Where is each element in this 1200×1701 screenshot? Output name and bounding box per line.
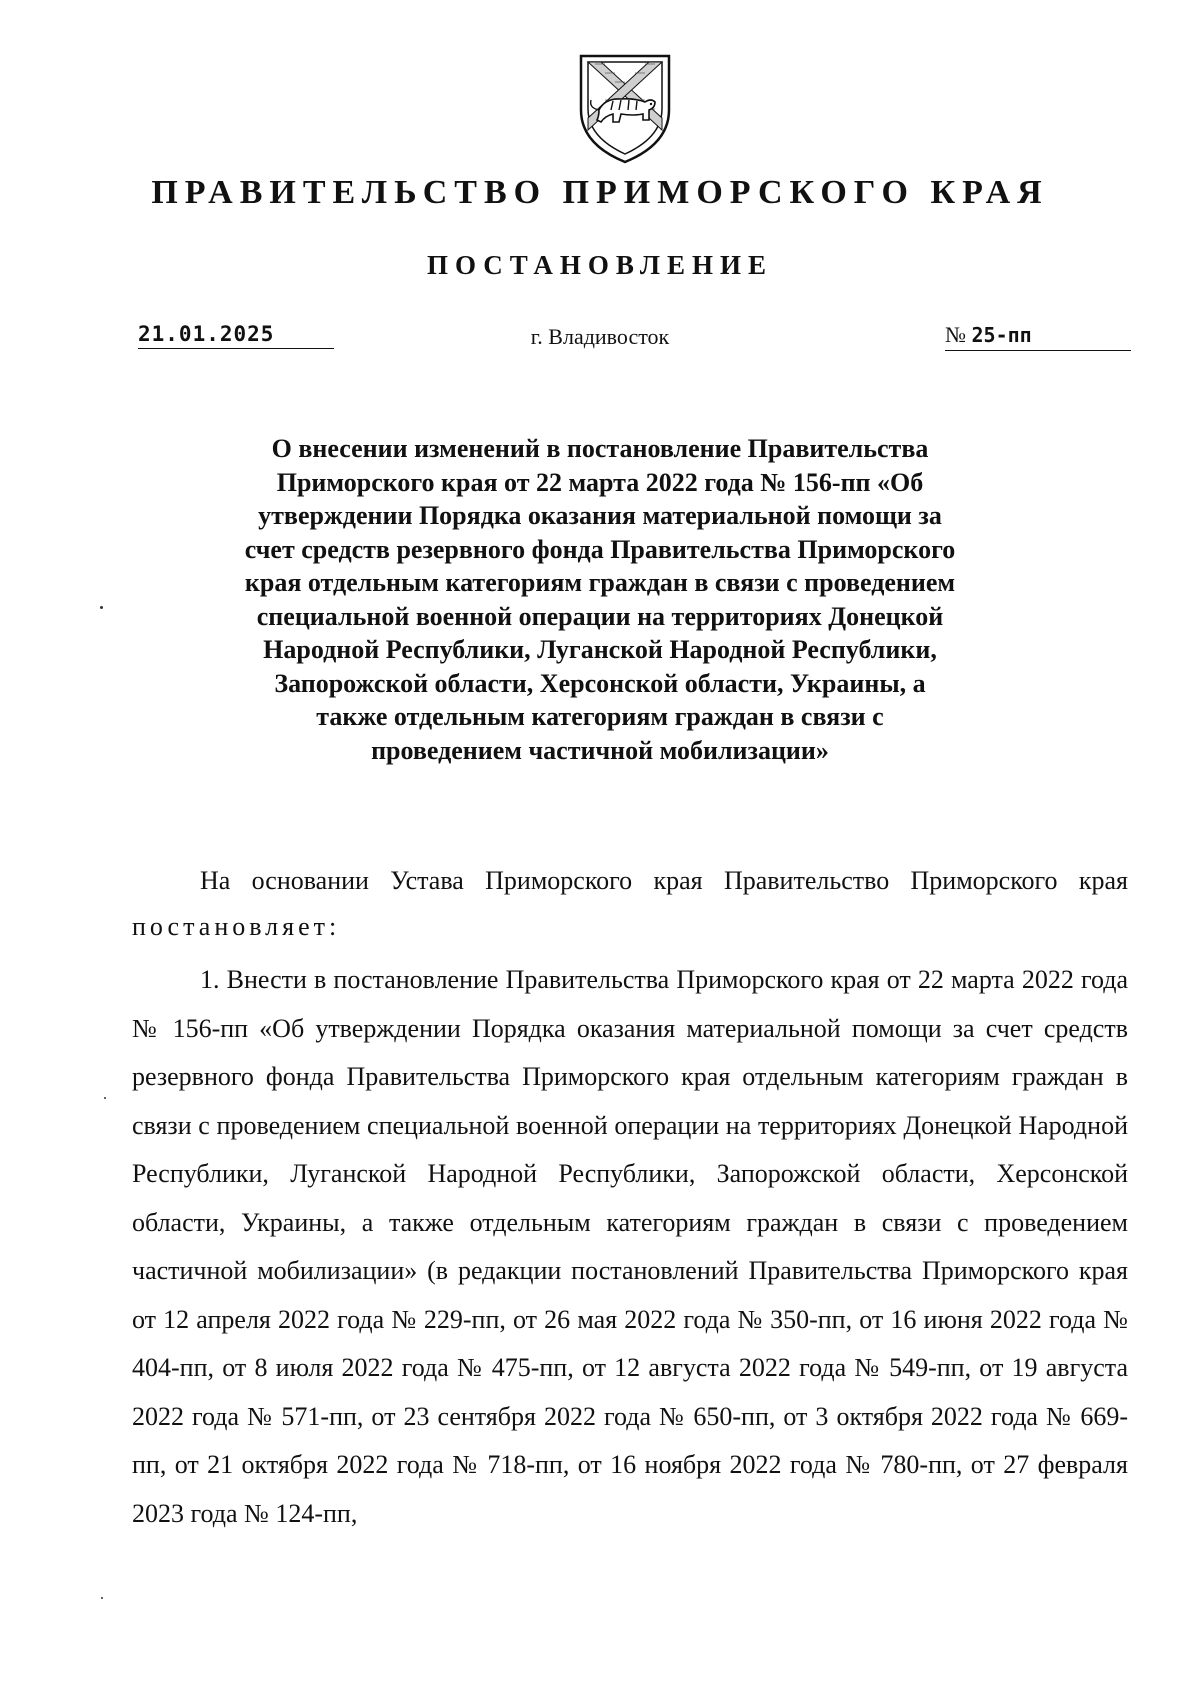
preamble-lead: На основании Устава Приморского края Правительство Приморского края: [200, 866, 1128, 895]
document-date: 21.01.2025: [138, 322, 334, 349]
primorsky-coat-of-arms-icon: [575, 48, 675, 166]
document-number-prefix: №: [945, 322, 966, 347]
document-number: [945, 322, 1131, 351]
document-meta-row: [0, 322, 1200, 362]
document-city: г. Владивосток: [530, 324, 670, 349]
document-heading: О внесении изменений в постановление Правительства Приморского края от 22 марта 2022 года № 156-пп «Об утверждении Порядка оказания материальной помощи за счет средств резервного фонда Правительства Приморского края отдельным категориям граждан в связи с проведением специальной военной операции на территориях Донецкой Народной Республики, Луганской Народной Республики, Запорожской области, Херсонской области, Украины, а также отдельным категориям граждан в связи с проведением частичной мобилизации»: [244, 434, 956, 765]
scan-speck: [104, 1097, 106, 1099]
scan-speck: [101, 1597, 103, 1599]
scan-speck: [100, 606, 103, 609]
preamble: [132, 858, 1128, 950]
document-number-value: 25-пп: [971, 323, 1032, 347]
body-paragraph-1: 1. Внести в постановление Правительства Приморского края от 22 марта 2022 года № 156-пп «Об утверждении Порядка оказания материальной помощи за счет средств резервного фонда Правительства Приморского края отдельным категориям граждан в связи с проведением специальной военной операции на территориях Донецкой Народной Республики, Луганской Народной Республики, Запорожской области, Херсонской области, Украины, а также отдельным категориям граждан в связи с проведением частичной мобилизации» (в редакции постановлений Правительства Приморского края от 12 апреля 2022 года № 229-пп, от 26 мая 2022 года № 350-пп, от 16 июня 2022 года № 404-пп, от 8 июля 2022 года № 475-пп, от 12 августа 2022 года № 549-пп, от 19 августа 2022 года № 571-пп, от 23 сентября 2022 года № 650-пп, от 3 октября 2022 года № 669-пп, от 21 октября 2022 года № 718-пп, от 16 ноября 2022 года № 780-пп, от 27 февраля 2023 года № 124-пп,: [132, 965, 1128, 1528]
document-type: ПОСТАНОВЛЕНИЕ: [426, 250, 774, 280]
organization-title: ПРАВИТЕЛЬСТВО ПРИМОРСКОГО КРАЯ: [151, 174, 1049, 211]
preamble-verb: постановляет:: [132, 912, 341, 941]
